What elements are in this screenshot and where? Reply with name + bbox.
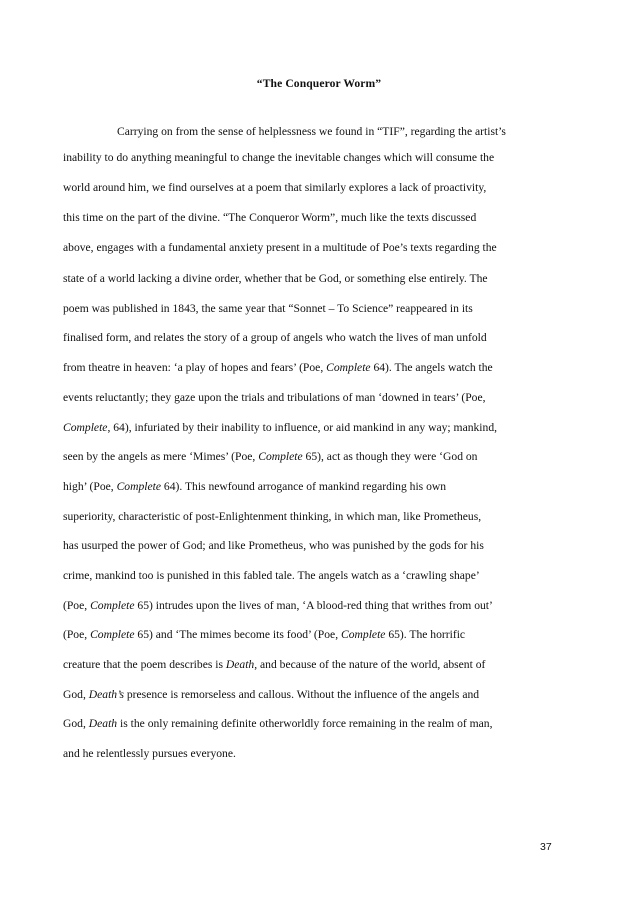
- body-line: superiority, characteristic of post-Enlightenment thinking, in which man, like Prometheus,: [63, 510, 482, 523]
- page-title: “The Conqueror Worm”: [256, 77, 382, 90]
- body-line: high’ (Poe, Complete 64). This newfound arrogance of mankind regarding his own: [63, 480, 447, 493]
- body-line: God, Death is the only remaining definite otherworldly force remaining in the realm of man,: [63, 717, 493, 730]
- body-line: finalised form, and relates the story of a group of angels who watch the lives of man unfold: [63, 331, 487, 344]
- body-line: has usurped the power of God; and like Prometheus, who was punished by the gods for his: [63, 539, 484, 552]
- body-line: creature that the poem describes is Death, and because of the nature of the world, absent of: [63, 658, 486, 671]
- page-number: 37: [540, 841, 552, 853]
- body-line: state of a world lacking a divine order, whether that be God, or something else entirely. The: [63, 272, 488, 285]
- body-line: this time on the part of the divine. “The Conqueror Worm”, much like the texts discussed: [63, 211, 477, 224]
- body-line: poem was published in 1843, the same year that “Sonnet – To Science” reappeared in its: [63, 302, 473, 315]
- body-line: inability to do anything meaningful to change the inevitable changes which will consume the: [63, 151, 495, 164]
- body-line: events reluctantly; they gaze upon the trials and tribulations of man ‘downed in tears’ (Poe,: [63, 391, 486, 404]
- body-line: (Poe, Complete 65) intrudes upon the lives of man, ‘A blood-red thing that writhes from out’: [63, 599, 493, 612]
- body-line: Complete, 64), infuriated by their inability to influence, or aid mankind in any way; mankind,: [63, 421, 498, 434]
- body-line: (Poe, Complete 65) and ‘The mimes become its food’ (Poe, Complete 65). The horrific: [63, 628, 466, 641]
- body-line: above, engages with a fundamental anxiety present in a multitude of Poe’s texts regarding the: [63, 241, 497, 254]
- body-line: and he relentlessly pursues everyone.: [63, 747, 236, 760]
- body-line: seen by the angels as mere ‘Mimes’ (Poe, Complete 65), act as though they were ‘God on: [63, 450, 478, 463]
- body-line: from theatre in heaven: ‘a play of hopes and fears’ (Poe, Complete 64). The angels watch the: [63, 361, 493, 374]
- body-line: Carrying on from the sense of helplessness we found in “TIF”, regarding the artist’s: [117, 125, 506, 138]
- body-line: world around him, we find ourselves at a poem that similarly explores a lack of proactivity,: [63, 181, 487, 194]
- body-line: God, Death’s presence is remorseless and callous. Without the influence of the angels and: [63, 688, 480, 701]
- body-line: crime, mankind too is punished in this fabled tale. The angels watch as a ‘crawling shape’: [63, 569, 480, 582]
